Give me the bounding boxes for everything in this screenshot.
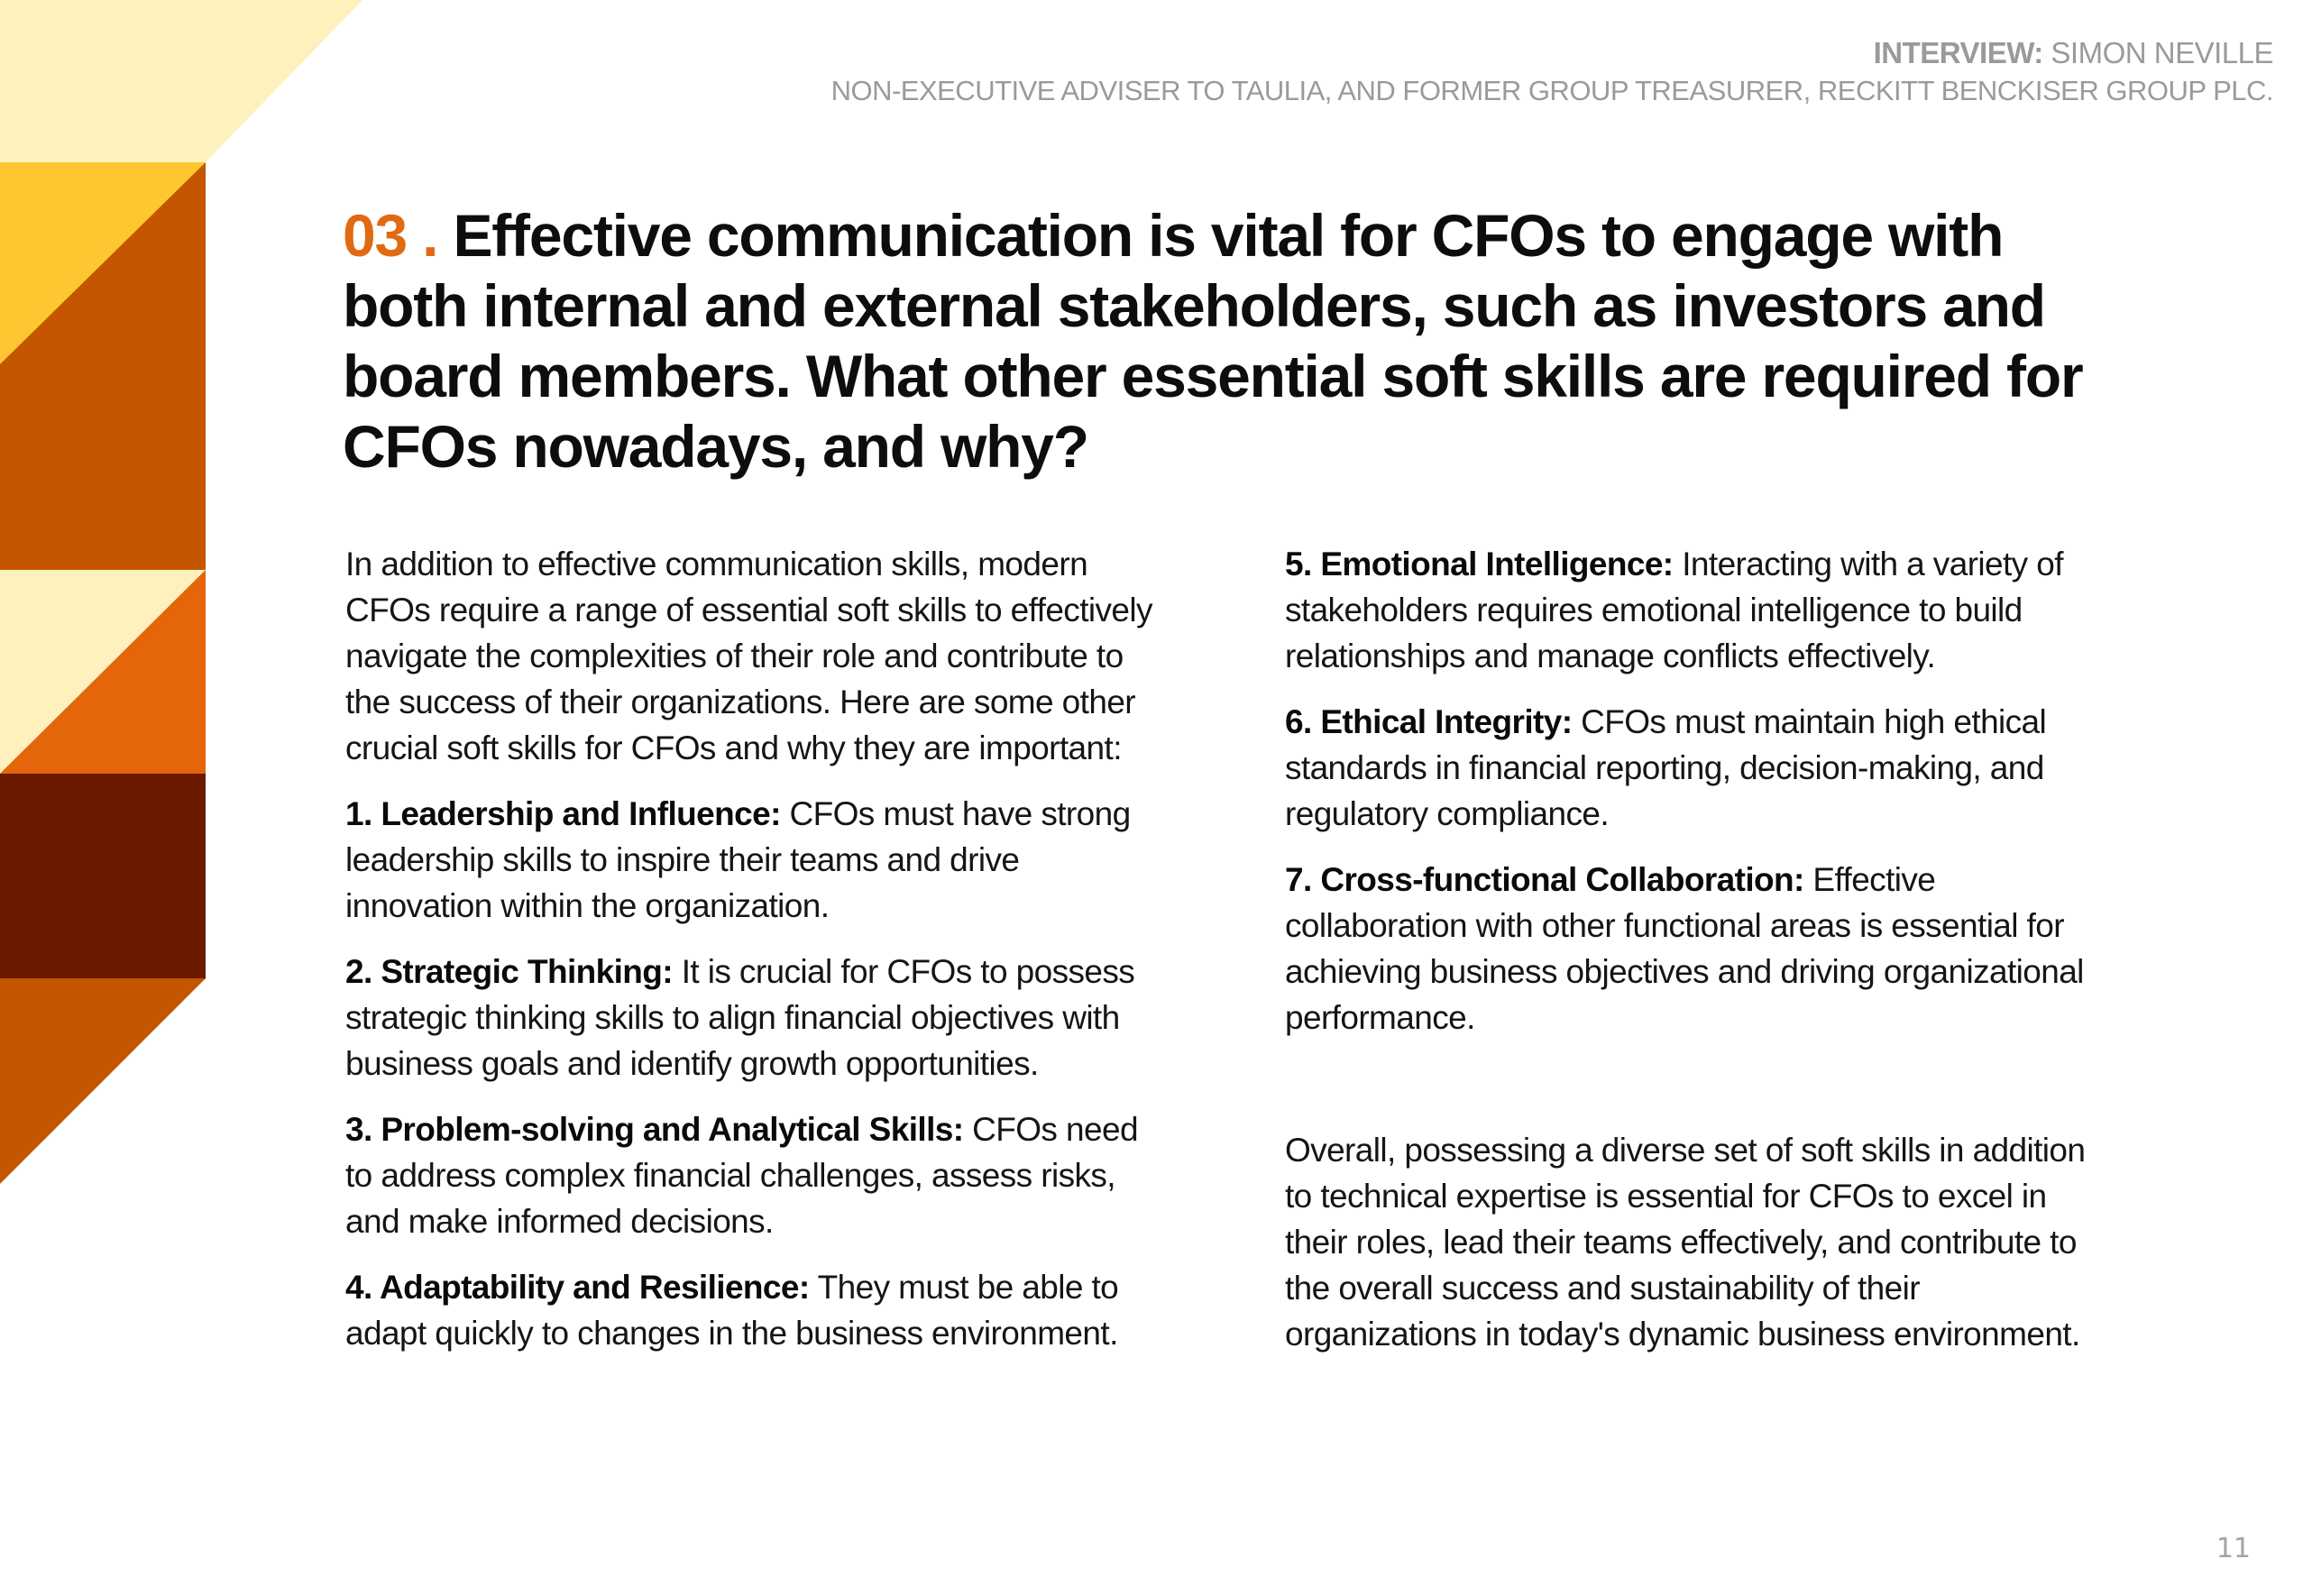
skill-description: CFOs must have strong leadership skills to inspire their teams and drive innovation within the organization. (345, 795, 1131, 924)
answer-column-right (1285, 541, 2115, 1377)
cream-top-shape (0, 0, 362, 162)
question-text: Effective communication is vital for CFOs to engage with both internal and external stakeholders, such as investors and board members. What other essential soft skills are required for CFOs nowadays, and why? (343, 202, 2083, 480)
intro-paragraph: In addition to effective communication skills, modern CFOs require a range of essential soft skills to effectively navigate the complexities of their role and contribute to the success of their organizations. Here are some other crucial soft skills for CFOs and why they are important: (345, 546, 1152, 766)
rust-bottom-triangle (0, 978, 206, 1184)
skill-description: Effective collaboration with other functional areas is essential for achieving business objectives and driving organizational performance. (1285, 861, 2084, 1036)
skill-title: 7. Cross-functional Collaboration: (1285, 861, 1804, 898)
skill-item (345, 949, 1157, 1087)
skill-title: 6. Ethical Integrity: (1285, 703, 1573, 740)
page-number: 11 (2216, 1533, 2251, 1564)
question-number: 03 . (343, 202, 454, 269)
skill-title: 5. Emotional Intelligence: (1285, 546, 1674, 582)
decorative-geometric-band (0, 0, 379, 1208)
interviewee-role: NON-EXECUTIVE ADVISER TO TAULIA, AND FORMER GROUP TREASURER, RECKITT BENCKISER GROUP PLC. (830, 75, 2273, 106)
skill-item (1285, 699, 2115, 837)
interview-header (831, 34, 2273, 110)
skill-title: 4. Adaptability and Resilience: (345, 1269, 810, 1306)
maroon-block (0, 774, 206, 979)
skill-title: 2. Strategic Thinking: (345, 953, 674, 990)
skill-item (1285, 857, 2115, 1041)
skill-description: It is crucial for CFOs to possess strategic thinking skills to align financial objectives with business goals and identify growth opportunities. (345, 953, 1135, 1082)
skill-title: 3. Problem-solving and Analytical Skills: (345, 1111, 964, 1148)
skill-description: CFOs must maintain high ethical standards in financial reporting, decision-making, and regulatory compliance. (1285, 703, 2047, 832)
answer-column-left (345, 541, 1157, 1376)
interviewee-name: SIMON NEVILLE (2042, 36, 2273, 69)
skill-item (1285, 541, 2115, 679)
interviewee-line (831, 34, 2273, 72)
skill-item (345, 1264, 1157, 1356)
closing-paragraph: Overall, possessing a diverse set of soft skills in addition to technical expertise is essential for CFOs to excel in their roles, lead their teams effectively, and contribute to the overall success and sustainability of their organizations in today's dynamic business environment. (1285, 1132, 2086, 1353)
question-heading (343, 200, 2110, 482)
skill-description: CFOs need to address complex financial challenges, assess risks, and make informed decisions. (345, 1111, 1138, 1240)
skill-description: Interacting with a variety of stakeholders requires emotional intelligence to build relationships and manage conflicts effectively. (1285, 546, 2063, 674)
skill-item (345, 1106, 1157, 1244)
skill-description: They must be able to adapt quickly to changes in the business environment. (345, 1269, 1119, 1352)
skill-item (345, 791, 1157, 929)
interview-label: INTERVIEW: (1873, 36, 2043, 69)
skill-title: 1. Leadership and Influence: (345, 795, 781, 832)
